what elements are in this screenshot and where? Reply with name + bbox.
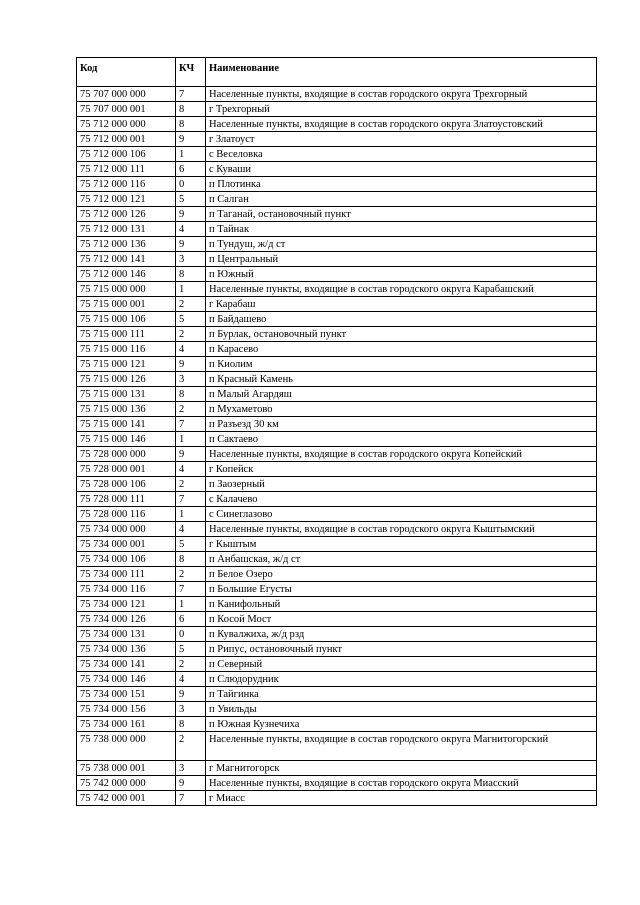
- cell-name: п Карасево: [206, 342, 597, 357]
- cell-name: п Тундуш, ж/д ст: [206, 237, 597, 252]
- cell-name: п Салган: [206, 192, 597, 207]
- cell-name: п Плотинка: [206, 177, 597, 192]
- cell-code: 75 715 000 126: [77, 372, 176, 387]
- cell-kch: 0: [176, 177, 206, 192]
- cell-code: 75 734 000 111: [77, 567, 176, 582]
- header-kch: КЧ: [176, 58, 206, 87]
- cell-name: п Красный Камень: [206, 372, 597, 387]
- cell-name: г Златоуст: [206, 132, 597, 147]
- table-row: [77, 492, 597, 507]
- cell-code: 75 712 000 131: [77, 222, 176, 237]
- table-row: [77, 717, 597, 732]
- cell-code: 75 715 000 146: [77, 432, 176, 447]
- cell-name: п Киолим: [206, 357, 597, 372]
- cell-code: 75 734 000 151: [77, 687, 176, 702]
- cell-name: г Магнитогорск: [206, 761, 597, 776]
- table-row: [77, 552, 597, 567]
- cell-kch: 8: [176, 717, 206, 732]
- cell-code: 75 734 000 161: [77, 717, 176, 732]
- cell-kch: 9: [176, 776, 206, 791]
- cell-kch: 1: [176, 147, 206, 162]
- cell-kch: 7: [176, 417, 206, 432]
- cell-code: 75 742 000 001: [77, 791, 176, 806]
- header-code: Код: [77, 58, 176, 87]
- table-row: [77, 627, 597, 642]
- cell-name: п Белое Озеро: [206, 567, 597, 582]
- cell-code: 75 734 000 146: [77, 672, 176, 687]
- cell-code: 75 715 000 106: [77, 312, 176, 327]
- table-row: [77, 417, 597, 432]
- table-row: [77, 312, 597, 327]
- cell-name: п Таганай, остановочный пункт: [206, 207, 597, 222]
- cell-code: 75 734 000 116: [77, 582, 176, 597]
- table-row: [77, 612, 597, 627]
- table-row: [77, 477, 597, 492]
- table-row: [77, 582, 597, 597]
- table-row: [77, 507, 597, 522]
- cell-kch: 1: [176, 597, 206, 612]
- cell-kch: 4: [176, 522, 206, 537]
- cell-code: 75 712 000 116: [77, 177, 176, 192]
- cell-name: п Рипус, остановочный пункт: [206, 642, 597, 657]
- table-row: [77, 297, 597, 312]
- cell-kch: 6: [176, 162, 206, 177]
- cell-kch: 4: [176, 222, 206, 237]
- cell-name: Населенные пункты, входящие в состав городского округа Карабашский: [206, 282, 597, 297]
- table-row: [77, 267, 597, 282]
- cell-kch: 2: [176, 477, 206, 492]
- table-row: [77, 657, 597, 672]
- cell-name: г Трехгорный: [206, 102, 597, 117]
- table-row: [77, 162, 597, 177]
- table-row: [77, 732, 597, 761]
- cell-name: п Центральный: [206, 252, 597, 267]
- table-row: [77, 642, 597, 657]
- cell-kch: 5: [176, 537, 206, 552]
- cell-name: п Мухаметово: [206, 402, 597, 417]
- cell-code: 75 734 000 131: [77, 627, 176, 642]
- cell-code: 75 707 000 000: [77, 87, 176, 102]
- cell-name: Населенные пункты, входящие в состав городского округа Кыштымский: [206, 522, 597, 537]
- cell-code: 75 734 000 106: [77, 552, 176, 567]
- cell-kch: 3: [176, 702, 206, 717]
- cell-name: п Северный: [206, 657, 597, 672]
- cell-name: п Разъезд 30 км: [206, 417, 597, 432]
- cell-kch: 1: [176, 507, 206, 522]
- cell-code: 75 712 000 001: [77, 132, 176, 147]
- cell-name: г Карабаш: [206, 297, 597, 312]
- table-row: [77, 87, 597, 102]
- cell-name: п Слюдорудник: [206, 672, 597, 687]
- cell-kch: 4: [176, 342, 206, 357]
- cell-code: 75 712 000 136: [77, 237, 176, 252]
- table-row: [77, 387, 597, 402]
- cell-name: п Большие Егусты: [206, 582, 597, 597]
- cell-name: п Тайгинка: [206, 687, 597, 702]
- cell-code: 75 734 000 136: [77, 642, 176, 657]
- cell-name: п Малый Агардяш: [206, 387, 597, 402]
- cell-code: 75 715 000 116: [77, 342, 176, 357]
- cell-code: 75 715 000 141: [77, 417, 176, 432]
- cell-kch: 2: [176, 327, 206, 342]
- cell-name: п Кувалжиха, ж/д рзд: [206, 627, 597, 642]
- table-row: [77, 102, 597, 117]
- cell-code: 75 715 000 000: [77, 282, 176, 297]
- table-row: [77, 687, 597, 702]
- cell-name: с Куваши: [206, 162, 597, 177]
- cell-kch: 9: [176, 357, 206, 372]
- cell-code: 75 728 000 116: [77, 507, 176, 522]
- cell-code: 75 712 000 111: [77, 162, 176, 177]
- cell-kch: 9: [176, 237, 206, 252]
- cell-kch: 2: [176, 297, 206, 312]
- cell-code: 75 728 000 000: [77, 447, 176, 462]
- cell-code: 75 734 000 001: [77, 537, 176, 552]
- cell-code: 75 738 000 000: [77, 732, 176, 761]
- cell-name: Населенные пункты, входящие в состав городского округа Магнитогорский: [206, 732, 597, 761]
- cell-code: 75 734 000 141: [77, 657, 176, 672]
- table-row: [77, 776, 597, 791]
- header-name: Наименование: [206, 58, 597, 87]
- cell-name: п Заозерный: [206, 477, 597, 492]
- cell-kch: 8: [176, 102, 206, 117]
- okato-codes-table: [76, 57, 597, 806]
- table-row: [77, 402, 597, 417]
- table-row: [77, 237, 597, 252]
- table-row: [77, 177, 597, 192]
- cell-name: п Канифольный: [206, 597, 597, 612]
- cell-code: 75 738 000 001: [77, 761, 176, 776]
- cell-code: 75 712 000 121: [77, 192, 176, 207]
- table-row: [77, 432, 597, 447]
- table-row: [77, 357, 597, 372]
- cell-name: п Увильды: [206, 702, 597, 717]
- cell-kch: 4: [176, 462, 206, 477]
- table-row: [77, 672, 597, 687]
- cell-kch: 9: [176, 207, 206, 222]
- cell-code: 75 712 000 000: [77, 117, 176, 132]
- cell-name: п Косой Мост: [206, 612, 597, 627]
- cell-kch: 2: [176, 567, 206, 582]
- cell-name: п Южный: [206, 267, 597, 282]
- cell-code: 75 715 000 001: [77, 297, 176, 312]
- cell-kch: 2: [176, 732, 206, 761]
- cell-code: 75 715 000 111: [77, 327, 176, 342]
- cell-kch: 9: [176, 132, 206, 147]
- cell-kch: 8: [176, 387, 206, 402]
- table-row: [77, 462, 597, 477]
- cell-kch: 2: [176, 402, 206, 417]
- cell-code: 75 707 000 001: [77, 102, 176, 117]
- cell-kch: 2: [176, 657, 206, 672]
- cell-code: 75 712 000 106: [77, 147, 176, 162]
- table-row: [77, 192, 597, 207]
- cell-kch: 3: [176, 761, 206, 776]
- cell-kch: 8: [176, 267, 206, 282]
- cell-kch: 7: [176, 87, 206, 102]
- table-row: [77, 597, 597, 612]
- cell-code: 75 715 000 136: [77, 402, 176, 417]
- cell-name: г Кыштым: [206, 537, 597, 552]
- cell-kch: 5: [176, 642, 206, 657]
- cell-name: п Тайнак: [206, 222, 597, 237]
- cell-name: п Сактаево: [206, 432, 597, 447]
- table-row: [77, 327, 597, 342]
- cell-code: 75 728 000 106: [77, 477, 176, 492]
- cell-code: 75 734 000 156: [77, 702, 176, 717]
- table-row: [77, 567, 597, 582]
- cell-kch: 7: [176, 791, 206, 806]
- table-row: [77, 702, 597, 717]
- table-row: [77, 147, 597, 162]
- table-row: [77, 447, 597, 462]
- cell-code: 75 712 000 141: [77, 252, 176, 267]
- table-row: [77, 372, 597, 387]
- table-row: [77, 207, 597, 222]
- table-body: [77, 87, 597, 806]
- cell-kch: 5: [176, 192, 206, 207]
- cell-kch: 4: [176, 672, 206, 687]
- cell-kch: 6: [176, 612, 206, 627]
- cell-code: 75 728 000 001: [77, 462, 176, 477]
- cell-name: Населенные пункты, входящие в состав городского округа Копейский: [206, 447, 597, 462]
- cell-code: 75 715 000 131: [77, 387, 176, 402]
- cell-kch: 1: [176, 432, 206, 447]
- cell-kch: 8: [176, 117, 206, 132]
- cell-kch: 9: [176, 687, 206, 702]
- cell-name: п Южная Кузнечиха: [206, 717, 597, 732]
- cell-code: 75 728 000 111: [77, 492, 176, 507]
- cell-name: Населенные пункты, входящие в состав городского округа Трехгорный: [206, 87, 597, 102]
- cell-name: г Миасс: [206, 791, 597, 806]
- table-row: [77, 537, 597, 552]
- table-row: [77, 282, 597, 297]
- cell-name: Населенные пункты, входящие в состав городского округа Миасский: [206, 776, 597, 791]
- cell-name: с Калачево: [206, 492, 597, 507]
- table-row: [77, 117, 597, 132]
- cell-kch: 1: [176, 282, 206, 297]
- cell-kch: 7: [176, 492, 206, 507]
- cell-name: с Синеглазово: [206, 507, 597, 522]
- cell-kch: 5: [176, 312, 206, 327]
- cell-code: 75 712 000 126: [77, 207, 176, 222]
- cell-name: п Бурлак, остановочный пункт: [206, 327, 597, 342]
- table-row: [77, 252, 597, 267]
- cell-code: 75 734 000 000: [77, 522, 176, 537]
- cell-code: 75 712 000 146: [77, 267, 176, 282]
- cell-name: с Веселовка: [206, 147, 597, 162]
- table-row: [77, 522, 597, 537]
- table-row: [77, 222, 597, 237]
- cell-code: 75 742 000 000: [77, 776, 176, 791]
- table-row: [77, 791, 597, 806]
- table-row: [77, 132, 597, 147]
- cell-name: п Байдашево: [206, 312, 597, 327]
- cell-kch: 0: [176, 627, 206, 642]
- cell-name: п Анбашская, ж/д ст: [206, 552, 597, 567]
- cell-name: г Копейск: [206, 462, 597, 477]
- table-header-row: [77, 58, 597, 87]
- table-row: [77, 342, 597, 357]
- cell-kch: 3: [176, 372, 206, 387]
- cell-code: 75 715 000 121: [77, 357, 176, 372]
- cell-kch: 9: [176, 447, 206, 462]
- cell-name: Населенные пункты, входящие в состав городского округа Златоустовский: [206, 117, 597, 132]
- cell-kch: 8: [176, 552, 206, 567]
- cell-code: 75 734 000 121: [77, 597, 176, 612]
- table-row: [77, 761, 597, 776]
- cell-kch: 3: [176, 252, 206, 267]
- cell-code: 75 734 000 126: [77, 612, 176, 627]
- cell-kch: 7: [176, 582, 206, 597]
